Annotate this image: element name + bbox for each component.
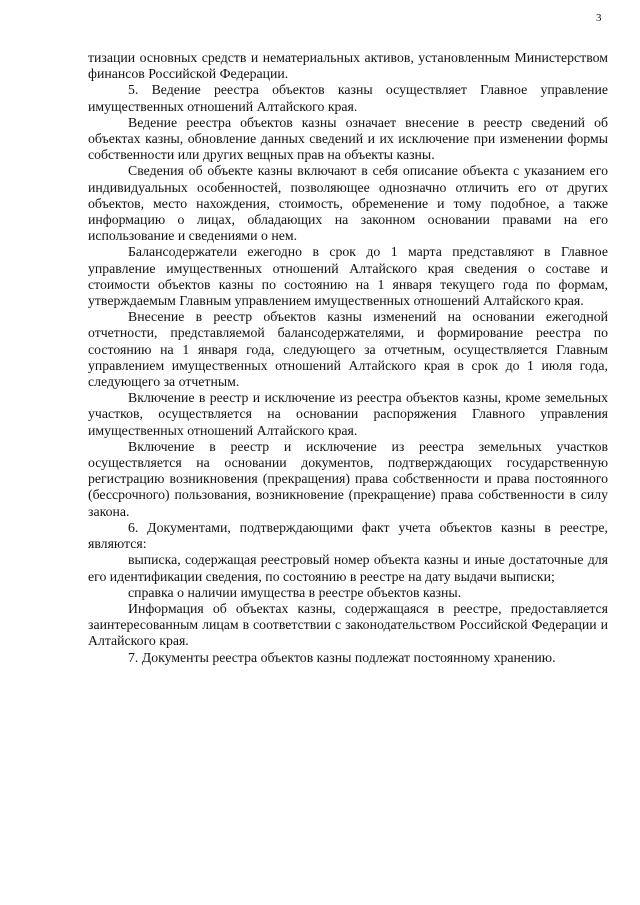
paragraph-balance-holders: Балансодержатели ежегодно в срок до 1 марта представляют в Главное управление имущественных отношений Алтайского края сведения о составе и стоимости объектов казны по состоянию на 1 января текущего года по формам, утверждаемым Главным управлением имущественных отношений Алтайского края. <box>88 244 608 309</box>
page-number: 3 <box>596 12 602 24</box>
paragraph-item-7: 7. Документы реестра объектов казны подлежат постоянному хранению. <box>128 649 556 665</box>
paragraph-land-plots: Включение в реестр и исключение из реестра земельных участков осуществляется на основании документов, подтверждающих государственную регистрацию возникновения (прекращения) права собственности и права постоянного (бессрочного) пользования, возникновение (прекращение) права собственности в силу закона. <box>88 438 608 519</box>
paragraph-certificate: справка о наличии имущества в реестре объектов казны. <box>128 584 462 600</box>
paragraph-item-5: 5. Ведение реестра объектов казны осуществляет Главное управление имущественных отношений Алтайского края. <box>88 82 608 114</box>
paragraph-continuation: тизации основных средств и нематериальных активов, установленным Министерством финансов Российской Федерации. <box>88 50 608 82</box>
paragraph-information: Информация об объектах казны, содержащаяся в реестре, предоставляется заинтересованным лицам в соответствии с законодательством Российской Федерации и Алтайского края. <box>88 600 608 649</box>
paragraph-object-info: Сведения об объекте казны включают в себя описание объекта с указанием его индивидуальных особенностей, позволяющее однозначно отличить его от других объектов, место нахождения, стоимость, обременение и тому подобное, а также информацию о лицах, обладающих на законном основании правами на его использование и сведениями о нем. <box>88 163 608 244</box>
paragraph-item-6: 6. Документами, подтверждающими факт учета объектов казны в реестре, являются: <box>88 519 608 552</box>
paragraph-annual-changes: Внесение в реестр объектов казны изменений на основании ежегодной отчетности, представляемой балансодержателями, и формирование реестра по состоянию на 1 января года, следующего за отчетным, осуществляется Главным управлением имущественных отношений Алтайского края в срок до 1 июля года, следующего за отчетным. <box>88 309 608 390</box>
paragraph-registry-definition: Ведение реестра объектов казны означает внесение в реестр сведений об объектах казны, обновление данных сведений и их исключение при изменении формы собственности или других вещных прав на объекты казны. <box>88 114 608 163</box>
paragraph-extract: выписка, содержащая реестровый номер объекта казны и иные достаточные для его идентификации сведения, по состоянию в реестре на дату выдачи выписки; <box>88 552 608 584</box>
paragraph-inclusion-exclusion: Включение в реестр и исключение из реестра объектов казны, кроме земельных участков, осуществляется на основании распоряжения Главного управления имущественных отношений Алтайского края. <box>88 390 608 438</box>
document-body <box>88 50 608 666</box>
